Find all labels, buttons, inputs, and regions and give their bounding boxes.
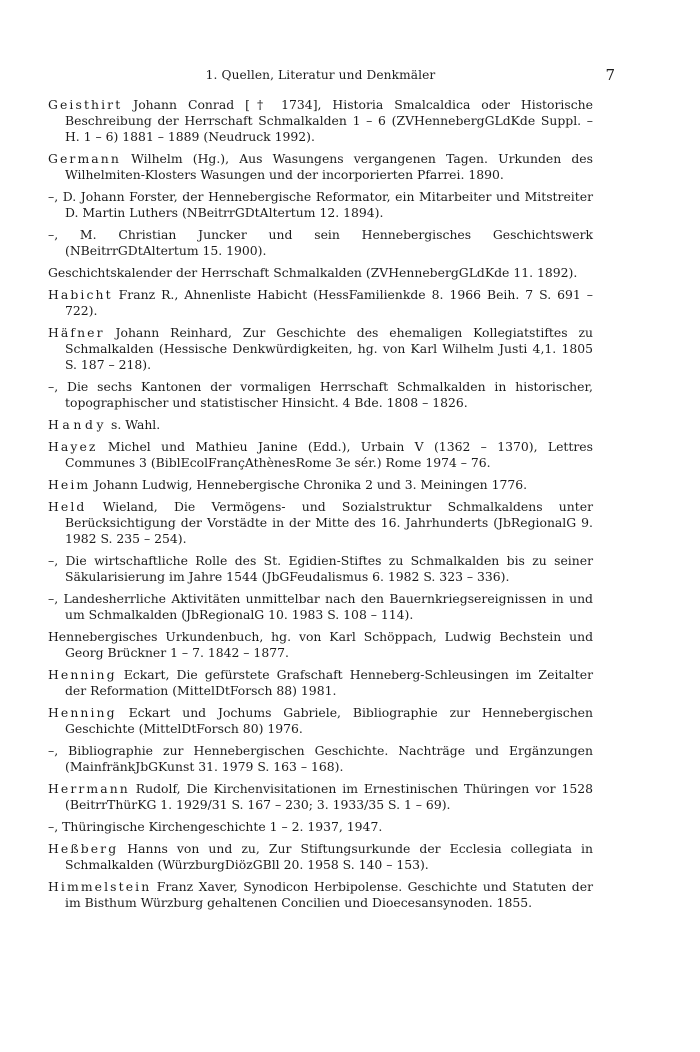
bibliography-entry [48, 743, 593, 775]
page-number: 7 [605, 66, 615, 84]
entry-text: Eckart und Jochums Gabriele, Bibliographie zur Hennebergischen Geschichte (MittelDtForsch 80) 1976. [65, 705, 593, 737]
entry-author: Heim [48, 477, 91, 492]
entry-text: , Thüringische Kirchengeschichte 1 – 2. 1937, 1947. [54, 819, 383, 834]
bibliography-entry [48, 265, 593, 281]
entry-author: Habicht [48, 287, 113, 302]
entry-dash: – [48, 379, 55, 395]
bibliography-list [48, 97, 593, 917]
entry-text: Michel und Mathieu Janine (Edd.), Urbain V (1362 – 1370), Lettres Communes 3 (BiblEcolFrançAthènesRome 3e sér.) Rome 1974 – 76. [65, 439, 593, 471]
bibliography-entry [48, 879, 593, 911]
entry-dash: – [48, 227, 55, 243]
entry-author: Himmelstein [48, 878, 152, 894]
entry-text: Hennebergisches Urkundenbuch, hg. von Karl Schöppach, Ludwig Bechstein und Georg Brückner 1 – 7. 1842 – 1877. [48, 629, 593, 661]
bibliography-entry [48, 477, 593, 493]
entry-author: Germann [48, 151, 121, 167]
bibliography-entry [48, 667, 593, 699]
bibliography-entry [48, 499, 593, 548]
entry-text: , Die wirtschaftliche Rolle des St. Egidien-Stiftes zu Schmalkalden bis zu seiner Säkularisierung im Jahre 1544 (JbGFeudalismus 6. 1982 S. 323 – 336). [54, 553, 593, 585]
entry-text: Rudolf, Die Kirchenvisitationen im Ernestinischen Thüringen vor 1528 (BeitrrThürKG 1. 1929/31 S. 167 – 230; 3. 1933/35 S. 1 – 69). [65, 781, 593, 813]
entry-dash: – [48, 743, 55, 758]
bibliography-entry [48, 189, 593, 221]
bibliography-entry [48, 705, 593, 737]
running-title: 1. Quellen, Literatur und Denkmäler [205, 68, 436, 82]
entry-text: , M. Christian Juncker und sein Hennebergisches Geschichtswerk (NBeitrrGDtAltertum 15. 1900). [54, 227, 593, 259]
entry-author: Handy [48, 417, 108, 433]
entry-dash: – [48, 819, 55, 834]
entry-text: Franz R., Ahnenliste Habicht (HessFamilienkde 8. 1966 Beih. 7 S. 691 – 722). [65, 287, 593, 319]
bibliography-entry [48, 819, 593, 835]
entry-text: Johann Reinhard, Zur Geschichte des ehemaligen Kollegiatstiftes zu Schmalkalden (Hessische Denkwürdigkeiten, hg. von Karl Wilhelm Justi 4,1. 1805 S. 187 – 218). [65, 325, 593, 373]
bibliography-entry [48, 151, 593, 183]
bibliography-entry [48, 417, 593, 433]
entry-text: Johann Ludwig, Hennebergische Chronika 2 und 3. Meiningen 1776. [90, 477, 528, 492]
entry-author: Held [48, 498, 87, 514]
entry-text: Geschichtskalender der Herrschaft Schmalkalden (ZVHennebergGLdKde 11. 1892). [48, 265, 578, 281]
entry-author: Hayez [48, 439, 98, 454]
entry-text: Franz Xaver, Synodicon Herbipolense. Geschichte und Statuten der im Bisthum Würzburg gehaltenen Concilien und Dioecesansynoden. 1855. [65, 878, 593, 910]
bibliography-entry [48, 379, 593, 411]
bibliography-entry [48, 227, 593, 259]
entry-text: Johann Conrad [† 1734], Historia Smalcaldica oder Historische Beschreibung der Herrschaft Schmalkalden 1 – 6 (ZVHennebergGLdKde Suppl. – H. 1 – 6) 1881 – 1889 (Neudruck 1992). [65, 97, 593, 145]
bibliography-entry [48, 287, 593, 319]
entry-author: Henning [48, 705, 117, 720]
running-header [48, 66, 615, 86]
bibliography-entry [48, 781, 593, 813]
bibliography-entry [48, 841, 593, 873]
entry-text: , D. Johann Forster, der Hennebergische Reformator, ein Mitarbeiter und Mitstreiter D. Martin Luthers (NBeitrrGDtAltertum 12. 1894). [54, 189, 593, 221]
bibliography-entry [48, 439, 593, 471]
entry-dash: – [48, 189, 55, 205]
bibliography-entry [48, 325, 593, 374]
entry-text: Wieland, Die Vermögens- und Sozialstruktur Schmalkaldens unter Berücksichtigung der Vorstädte in der Mitte des 16. Jahrhunderts (JbRegionalG 9. 1982 S. 235 – 254). [65, 498, 593, 547]
entry-text: , Landesherrliche Aktivitäten unmittelbar nach den Bauernkriegsereignissen in und um Schmalkalden (JbRegionalG 10. 1983 S. 108 – 114). [54, 591, 593, 623]
entry-text: , Die sechs Kantonen der vormaligen Herrschaft Schmalkalden in historischer, topographischer und statistischer Hinsicht. 4 Bde. 1808 – 1826. [54, 379, 593, 411]
entry-author: Heßberg [48, 840, 119, 856]
entry-text: Hanns von und zu, Zur Stiftungsurkunde der Ecclesia collegiata in Schmalkalden (WürzburgDiözGBll 20. 1958 S. 140 – 153). [65, 840, 593, 872]
bibliography-entry [48, 591, 593, 623]
bibliography-entry [48, 553, 593, 585]
entry-text: Wilhelm (Hg.), Aus Wasungens vergangenen Tagen. Urkunden des Wilhelmiten-Klosters Wasungen und der incorporierten Pfarrei. 1890. [65, 151, 593, 183]
bibliography-entry [48, 629, 593, 661]
entry-text: s. Wahl. [107, 417, 161, 433]
entry-text: Eckart, Die gefürstete Grafschaft Henneberg-Schleusingen im Zeitalter der Reformation (MittelDtForsch 88) 1981. [65, 667, 593, 699]
entry-author: Herrmann [48, 781, 130, 796]
bibliography-entry [48, 97, 593, 146]
entry-author: Henning [48, 667, 117, 682]
entry-author: Häfner [48, 325, 105, 340]
entry-author: Geisthirt [48, 97, 123, 112]
entry-text: , Bibliographie zur Hennebergischen Geschichte. Nachträge und Ergänzungen (MainfränkJbGKunst 31. 1979 S. 163 – 168). [54, 743, 593, 775]
entry-dash: – [48, 553, 55, 568]
entry-dash: – [48, 591, 55, 606]
